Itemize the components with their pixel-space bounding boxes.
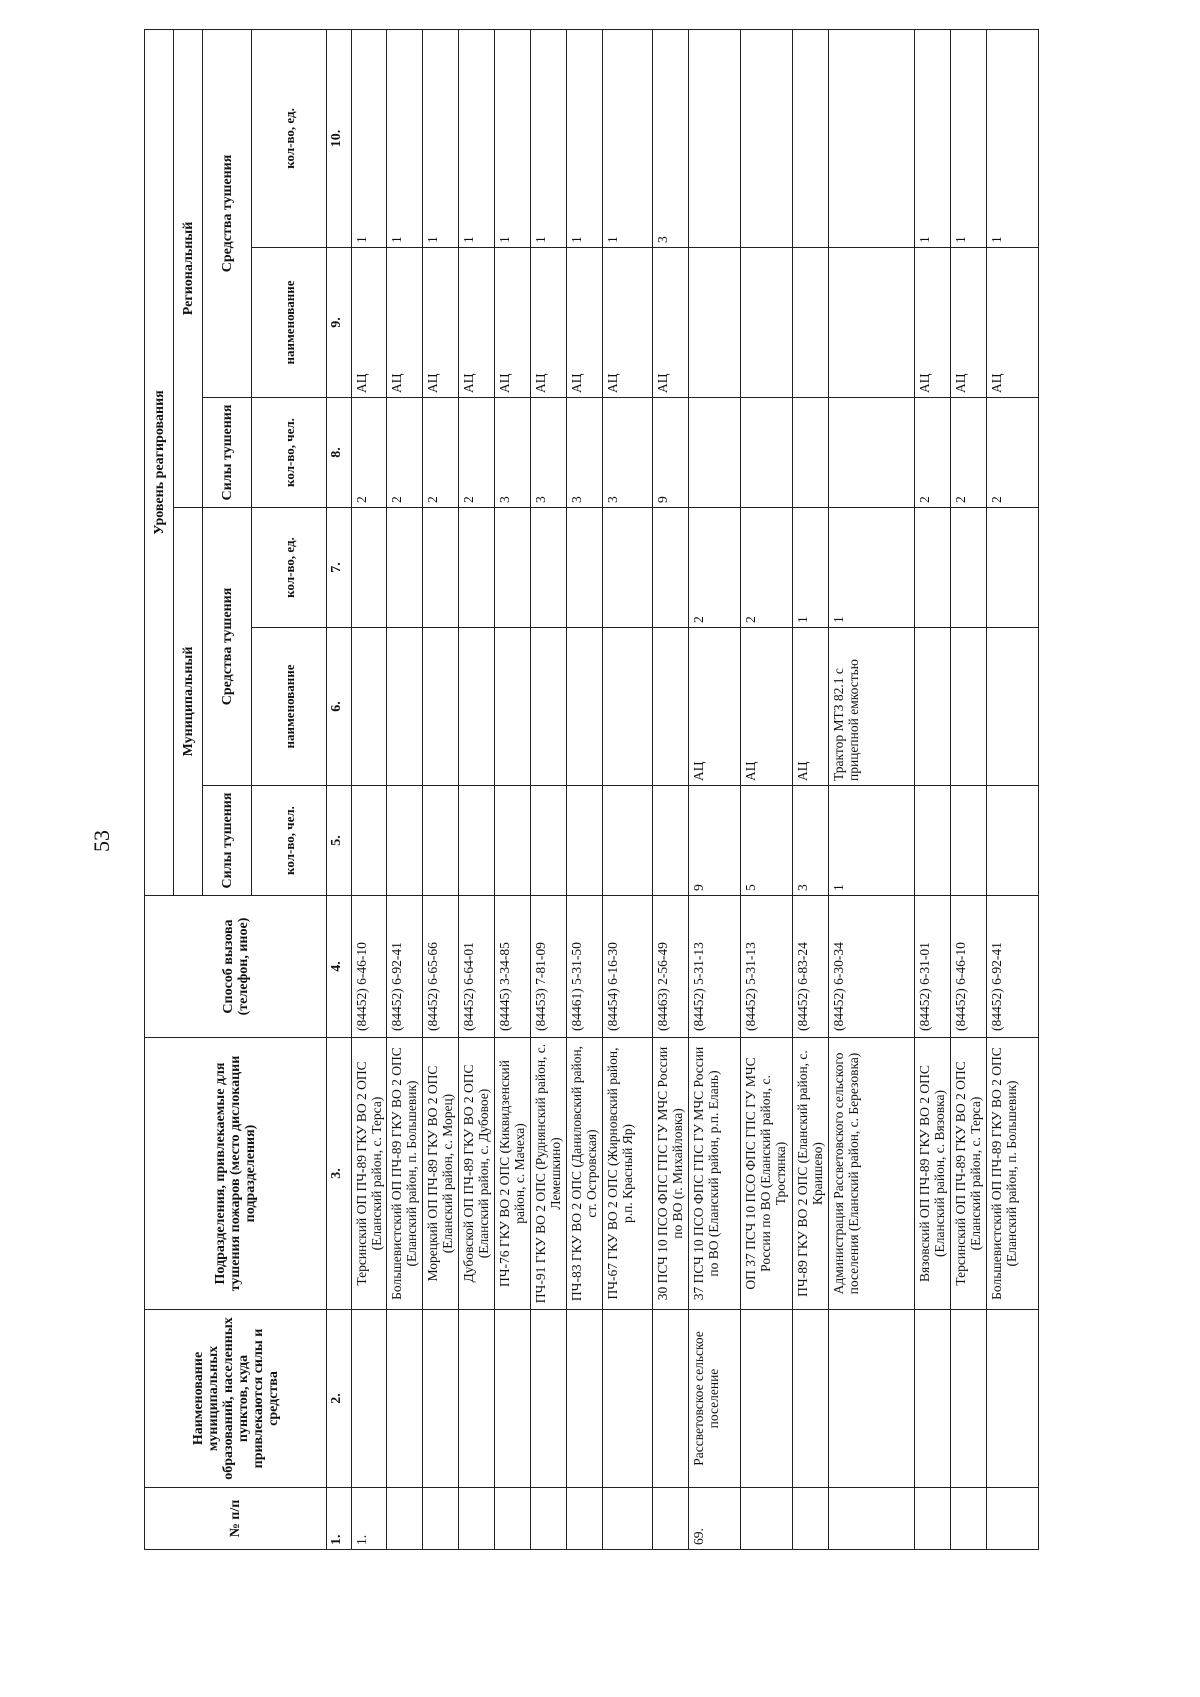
phone-number: (84461) 5-31-50 — [567, 896, 603, 1038]
municipal-forces-count — [915, 786, 951, 896]
regional-forces-count: 2 — [387, 398, 423, 508]
header-regional-means-count: кол-во, ед. — [252, 29, 327, 247]
table-row — [987, 29, 1039, 1549]
municipal-means-name — [603, 628, 653, 786]
header-regional-forces: Силы тушения — [203, 398, 252, 508]
regional-forces-count: 2 — [951, 398, 987, 508]
table-row — [793, 29, 829, 1549]
column-number: 4. — [327, 896, 352, 1038]
regional-forces-count — [741, 398, 793, 508]
municipal-means-name — [531, 628, 567, 786]
municipal-means-count — [531, 508, 567, 628]
phone-number: (84452) 6-31-01 — [915, 896, 951, 1038]
row-number — [915, 1488, 951, 1550]
regional-forces-count: 9 — [653, 398, 689, 508]
municipality-name — [829, 1310, 915, 1488]
page-number: 53 — [89, 830, 114, 852]
header-municipal: Муниципальный — [174, 508, 203, 896]
municipal-means-name — [387, 628, 423, 786]
row-number — [741, 1488, 793, 1550]
regional-forces-count: 3 — [567, 398, 603, 508]
row-number — [987, 1488, 1039, 1550]
table-row — [689, 29, 741, 1549]
regional-means-count: 1 — [352, 29, 387, 247]
regional-means-count — [829, 29, 915, 247]
municipal-forces-count — [352, 786, 387, 896]
municipal-forces-count — [567, 786, 603, 896]
fire-unit-name: Вязовский ОП ПЧ-89 ГКУ ВО 2 ОПС (Еланский район, с. Вязовка) — [915, 1038, 951, 1310]
row-number — [531, 1488, 567, 1550]
row-number — [653, 1488, 689, 1550]
phone-number: (84452) 6-46-10 — [951, 896, 987, 1038]
fire-unit-name: ПЧ-89 ГКУ ВО 2 ОПС (Еланский район, с. Краишево) — [793, 1038, 829, 1310]
fire-unit-name: Дубовской ОП ПЧ-89 ГКУ ВО 2 ОПС (Еланский район, с. Дубовое) — [459, 1038, 495, 1310]
municipal-means-count — [987, 508, 1039, 628]
table-row — [567, 29, 603, 1549]
municipal-means-count — [603, 508, 653, 628]
regional-means-name — [793, 248, 829, 398]
header-regional: Региональный — [174, 29, 203, 507]
municipal-forces-count — [459, 786, 495, 896]
regional-means-count: 1 — [495, 29, 531, 247]
column-number: 10. — [327, 29, 352, 247]
header-regional-means: Средства тушения — [203, 29, 252, 397]
fire-unit-name: Администрация Рассветовского сельского поселения (Еланский район, с. Березовка) — [829, 1038, 915, 1310]
phone-number: (84452) 6-92-41 — [387, 896, 423, 1038]
regional-means-count: 1 — [951, 29, 987, 247]
municipal-forces-count: 5 — [741, 786, 793, 896]
municipality-name — [567, 1310, 603, 1488]
table-row — [829, 29, 915, 1549]
municipal-means-name — [352, 628, 387, 786]
municipal-means-count — [951, 508, 987, 628]
header-units: Подразделения, привлекаемые для тушения пожаров (место дислокации подразделения) — [145, 1038, 327, 1310]
municipality-name — [741, 1310, 793, 1488]
municipal-forces-count — [951, 786, 987, 896]
municipal-means-count — [352, 508, 387, 628]
phone-number: (84452) 6-46-10 — [352, 896, 387, 1038]
fire-unit-name: Морецкий ОП ПЧ-89 ГКУ ВО 2 ОПС (Еланский район, с. Морец) — [423, 1038, 459, 1310]
row-number — [951, 1488, 987, 1550]
municipality-name: Рассветовское сельское поселение — [689, 1310, 741, 1488]
row-number — [793, 1488, 829, 1550]
header-municipal-means: Средства тушения — [203, 508, 252, 786]
municipality-name — [459, 1310, 495, 1488]
column-number: 6. — [327, 628, 352, 786]
municipal-means-count: 1 — [829, 508, 915, 628]
regional-means-count — [741, 29, 793, 247]
regional-means-name: АЦ — [423, 248, 459, 398]
table-row — [352, 29, 387, 1549]
municipality-name — [915, 1310, 951, 1488]
fire-unit-name: ПЧ-76 ГКУ ВО 2 ОПС (Киквидзенский район, с. Мачеха) — [495, 1038, 531, 1310]
row-number — [459, 1488, 495, 1550]
municipality-name — [352, 1310, 387, 1488]
municipal-forces-count — [653, 786, 689, 896]
header-municipality: Наименование муниципальных образований, населенных пунктов, куда привлекаются силы и средства — [145, 1310, 327, 1488]
phone-number: (84452) 5-31-13 — [689, 896, 741, 1038]
regional-means-count: 1 — [531, 29, 567, 247]
header-call-method: Способ вызова (телефон, иное) — [145, 896, 327, 1038]
regional-means-name: АЦ — [951, 248, 987, 398]
municipal-means-name — [987, 628, 1039, 786]
municipal-means-name: АЦ — [793, 628, 829, 786]
header-municipal-forces-count: кол-во, чел. — [252, 786, 327, 896]
row-number: 1. — [352, 1488, 387, 1550]
table-row — [741, 29, 793, 1549]
municipal-forces-count: 9 — [689, 786, 741, 896]
column-number: 1. — [327, 1488, 352, 1550]
column-number-row — [327, 29, 352, 1549]
municipal-forces-count — [987, 786, 1039, 896]
regional-means-count: 1 — [387, 29, 423, 247]
phone-number: (84452) 6-92-41 — [987, 896, 1039, 1038]
municipal-means-name: Трактор МТЗ 82.1 с прицепной емкостью — [829, 628, 915, 786]
row-number — [567, 1488, 603, 1550]
fire-unit-name: Большевистский ОП ПЧ-89 ГКУ ВО 2 ОПС (Еланский район, п. Большевик) — [987, 1038, 1039, 1310]
municipal-means-name — [459, 628, 495, 786]
regional-forces-count — [829, 398, 915, 508]
regional-means-name: АЦ — [495, 248, 531, 398]
fire-unit-name: Терсинский ОП ПЧ-89 ГКУ ВО 2 ОПС (Еланский район, с. Терса) — [352, 1038, 387, 1310]
municipal-means-count — [915, 508, 951, 628]
table-row — [531, 29, 567, 1549]
regional-means-name: АЦ — [352, 248, 387, 398]
header-regional-means-name: наименование — [252, 248, 327, 398]
phone-number: (84452) 6-64-01 — [459, 896, 495, 1038]
municipal-means-name: АЦ — [741, 628, 793, 786]
regional-forces-count: 3 — [531, 398, 567, 508]
phone-number: (84463) 2-56-49 — [653, 896, 689, 1038]
municipal-means-name — [423, 628, 459, 786]
table-row — [495, 29, 531, 1549]
municipal-means-name — [495, 628, 531, 786]
municipal-forces-count — [603, 786, 653, 896]
phone-number: (84452) 6-65-66 — [423, 896, 459, 1038]
regional-means-name — [829, 248, 915, 398]
regional-means-name: АЦ — [653, 248, 689, 398]
municipal-means-name — [567, 628, 603, 786]
municipal-means-count: 1 — [793, 508, 829, 628]
header-regional-forces-count: кол-во, чел. — [252, 398, 327, 508]
phone-number: (84452) 5-31-13 — [741, 896, 793, 1038]
table-row — [459, 29, 495, 1549]
municipal-means-count — [653, 508, 689, 628]
column-number: 9. — [327, 248, 352, 398]
regional-means-name: АЦ — [603, 248, 653, 398]
regional-forces-count: 2 — [987, 398, 1039, 508]
regional-means-name: АЦ — [531, 248, 567, 398]
phone-number: (84452) 6-30-34 — [829, 896, 915, 1038]
municipality-name — [987, 1310, 1039, 1488]
column-number: 2. — [327, 1310, 352, 1488]
table-row — [915, 29, 951, 1549]
regional-forces-count: 2 — [423, 398, 459, 508]
regional-means-count: 1 — [987, 29, 1039, 247]
municipality-name — [793, 1310, 829, 1488]
phone-number: (84453) 7-81-09 — [531, 896, 567, 1038]
municipal-means-name: АЦ — [689, 628, 741, 786]
rotated-table-container — [144, 30, 1194, 1550]
municipal-forces-count — [423, 786, 459, 896]
table-row — [653, 29, 689, 1549]
regional-means-count: 1 — [915, 29, 951, 247]
municipality-name — [603, 1310, 653, 1488]
regional-means-name: АЦ — [987, 248, 1039, 398]
row-number — [423, 1488, 459, 1550]
municipality-name — [653, 1310, 689, 1488]
municipal-means-name — [653, 628, 689, 786]
table-row — [951, 29, 987, 1549]
municipality-name — [495, 1310, 531, 1488]
regional-means-count: 1 — [423, 29, 459, 247]
municipal-means-name — [915, 628, 951, 786]
municipal-forces-count: 1 — [829, 786, 915, 896]
fire-unit-name: ПЧ-91 ГКУ ВО 2 ОПС (Руднянский район, с. Лемешкино) — [531, 1038, 567, 1310]
fire-unit-name: ПЧ-83 ГКУ ВО 2 ОПС (Даниловский район, ст. Островская) — [567, 1038, 603, 1310]
fire-unit-name: ПЧ-67 ГКУ ВО 2 ОПС (Жирновский район, р.п. Красный Яр) — [603, 1038, 653, 1310]
phone-number: (84445) 3-34-85 — [495, 896, 531, 1038]
header-number: № п/п — [145, 1488, 327, 1550]
municipality-name — [423, 1310, 459, 1488]
row-number — [603, 1488, 653, 1550]
regional-means-name: АЦ — [387, 248, 423, 398]
row-number — [495, 1488, 531, 1550]
table-row — [387, 29, 423, 1549]
municipal-forces-count — [495, 786, 531, 896]
row-number: 69. — [689, 1488, 741, 1550]
row-number — [387, 1488, 423, 1550]
fire-unit-name: ОП 37 ПСЧ 10 ПСО ФПС ГПС ГУ МЧС России по ВО (Еланский район, с. Тростянка) — [741, 1038, 793, 1310]
regional-means-count — [689, 29, 741, 247]
fire-unit-name: Большевистский ОП ПЧ-89 ГКУ ВО 2 ОПС (Еланский район, п. Большевик) — [387, 1038, 423, 1310]
regional-forces-count — [793, 398, 829, 508]
municipal-means-count — [567, 508, 603, 628]
municipal-forces-count — [387, 786, 423, 896]
regional-forces-count: 2 — [352, 398, 387, 508]
regional-means-name: АЦ — [459, 248, 495, 398]
header-municipal-means-name: наименование — [252, 628, 327, 786]
municipal-forces-count — [531, 786, 567, 896]
municipal-forces-count: 3 — [793, 786, 829, 896]
column-number: 5. — [327, 786, 352, 896]
regional-forces-count: 2 — [459, 398, 495, 508]
column-number: 7. — [327, 508, 352, 628]
column-number: 8. — [327, 398, 352, 508]
municipal-means-count — [495, 508, 531, 628]
municipal-means-count — [459, 508, 495, 628]
table-row — [423, 29, 459, 1549]
regional-forces-count: 3 — [495, 398, 531, 508]
table-row — [603, 29, 653, 1549]
municipal-means-count: 2 — [689, 508, 741, 628]
regional-means-name: АЦ — [567, 248, 603, 398]
regional-forces-count: 3 — [603, 398, 653, 508]
regional-means-count: 1 — [567, 29, 603, 247]
fire-response-table — [144, 29, 1039, 1550]
regional-means-name — [689, 248, 741, 398]
row-number — [829, 1488, 915, 1550]
municipal-means-count — [387, 508, 423, 628]
regional-forces-count: 2 — [915, 398, 951, 508]
municipality-name — [387, 1310, 423, 1488]
fire-unit-name: 37 ПСЧ 10 ПСО ФПС ГПС ГУ МЧС России по ВО (Еланский район, р.п. Елань) — [689, 1038, 741, 1310]
regional-forces-count — [689, 398, 741, 508]
regional-means-count: 1 — [459, 29, 495, 247]
municipality-name — [951, 1310, 987, 1488]
municipal-means-count: 2 — [741, 508, 793, 628]
fire-unit-name: Терсинский ОП ПЧ-89 ГКУ ВО 2 ОПС (Еланский район, с. Терса) — [951, 1038, 987, 1310]
header-municipal-means-count: кол-во, ед. — [252, 508, 327, 628]
column-number: 3. — [327, 1038, 352, 1310]
municipal-means-name — [951, 628, 987, 786]
regional-means-count — [793, 29, 829, 247]
phone-number: (84452) 6-83-24 — [793, 896, 829, 1038]
fire-unit-name: 30 ПСЧ 10 ПСО ФПС ГПС ГУ МЧС России по ВО (г. Михайловка) — [653, 1038, 689, 1310]
regional-means-name — [741, 248, 793, 398]
municipality-name — [531, 1310, 567, 1488]
regional-means-count: 3 — [653, 29, 689, 247]
phone-number: (84454) 6-16-30 — [603, 896, 653, 1038]
header-municipal-forces: Силы тушения — [203, 786, 252, 896]
municipal-means-count — [423, 508, 459, 628]
regional-means-name: АЦ — [915, 248, 951, 398]
regional-means-count: 1 — [603, 29, 653, 247]
header-response-level: Уровень реагирования — [145, 29, 174, 895]
